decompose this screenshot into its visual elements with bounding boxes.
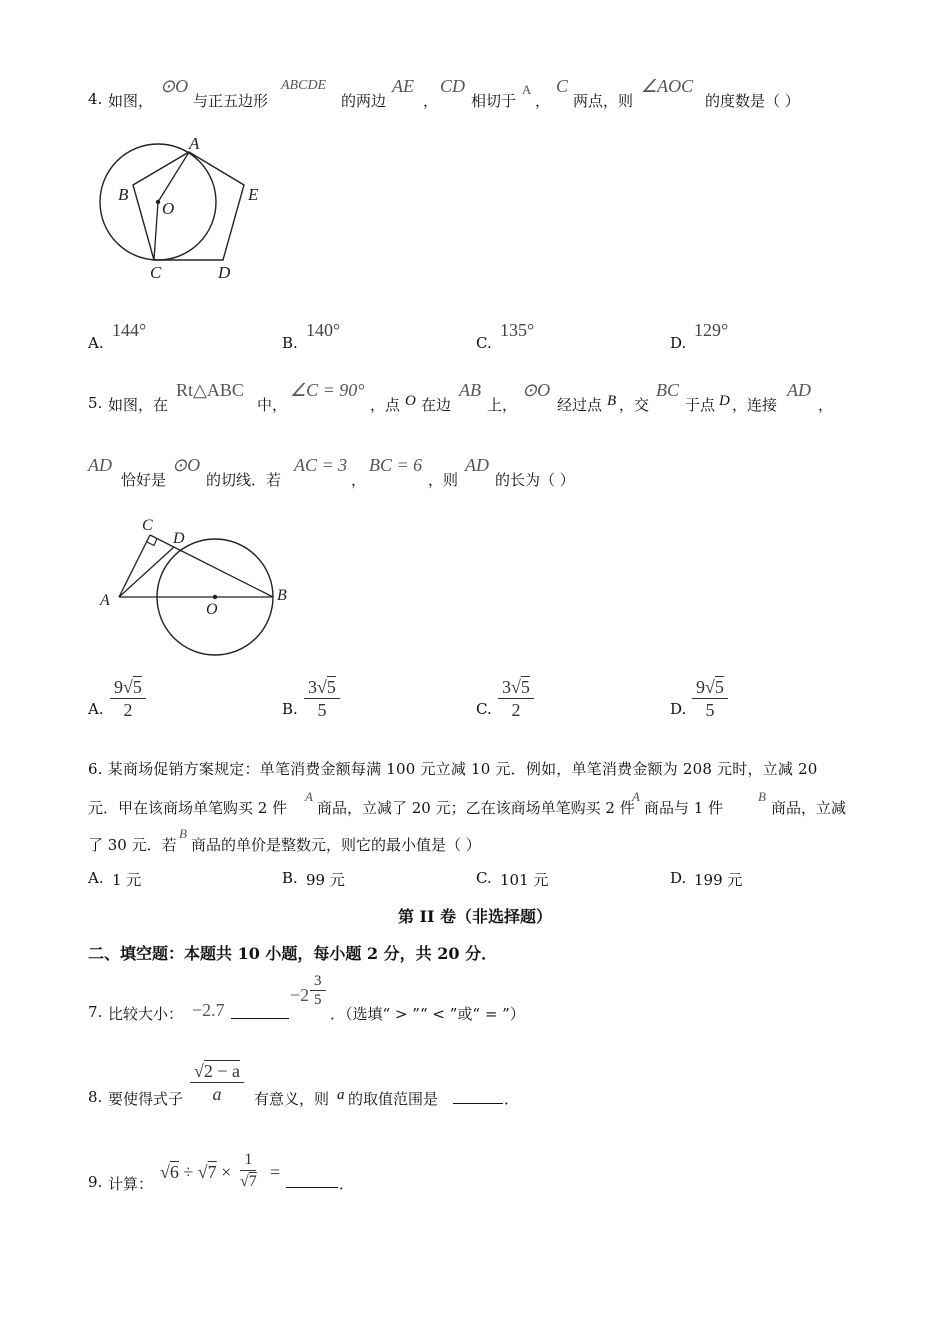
q4-text-4: 相切于 [471, 92, 517, 110]
q7-value-1: −2.7 [192, 1000, 225, 1020]
q5-text-10: ， [818, 396, 834, 414]
q4-label-o: O [162, 199, 175, 218]
q9-fraction: $\frac{1}{√7}$ [240, 1151, 257, 1190]
q8-text-2: 有意义，则 [254, 1090, 330, 1108]
q6-option-a-value: 1 元 [112, 871, 142, 889]
q6-l3-text-b: 商品的单价是整数元，则它的最小值是（ ） [191, 836, 481, 854]
q8-denominator: a [212, 1084, 222, 1104]
q5-segment-ad [119, 547, 174, 597]
q5-option-b-denominator: 5 [317, 700, 327, 720]
q4-segment-oc [154, 202, 158, 260]
q7-text-2: ．（选填“ > ”“ < ”或“ = ”） [330, 1005, 525, 1023]
q4-segment-oa [158, 152, 189, 202]
q8-text-4: ． [504, 1090, 520, 1108]
q9-numerator: 1 [240, 1150, 256, 1171]
q6-l2-text-d: 商品，立减 [771, 799, 847, 817]
q5-option-c-letter[interactable]: C. [476, 700, 492, 718]
q5-option-a-radicand: 5 [132, 677, 142, 697]
q5-text-2: 中， [257, 396, 288, 414]
q5-point-d: D [719, 393, 730, 409]
q8-radicand: 2 − a [203, 1061, 241, 1081]
q4-point-c: C [556, 76, 569, 96]
q5-triangle: Rt△ABC [176, 380, 244, 400]
q4-option-b-value: 140° [306, 320, 341, 340]
q7-text-1: 比较大小： [108, 1005, 184, 1023]
q8-text-1: 要使得式子 [108, 1090, 184, 1108]
q6-l2-text-a: 元．甲在该商场单笔购买 2 件 [88, 799, 288, 817]
q5-option-b-fraction: $\frac{3√5}{5}$ [304, 676, 340, 721]
q4-number: 4. [88, 90, 103, 108]
q4-circle-o: ⊙O [160, 76, 189, 96]
q4-label-c: C [150, 263, 162, 282]
q6-line-1: 6. 某商场促销方案规定：单笔消费金额每满 100 元立减 10 元．例如，单笔消费金额为 208 元时，立减 20 [88, 760, 818, 778]
q5-point-b: B [607, 393, 617, 409]
q5-text-9: ，连接 [732, 396, 778, 414]
q4-option-a-value: 144° [112, 320, 147, 340]
q4-text-1: 如图， [108, 92, 154, 110]
q5-option-b-radicand: 5 [326, 677, 336, 697]
q5-option-b-letter[interactable]: B. [282, 700, 298, 718]
q9-expression-start: √6 ÷ √7 × [160, 1162, 232, 1182]
q5-option-d-coef: 9 [696, 677, 705, 697]
q5-label-a: A [100, 592, 110, 609]
q8-answer-blank[interactable] [453, 1087, 503, 1104]
q4-point-a: A [522, 82, 532, 97]
q5-segment-ad: AD [787, 380, 811, 400]
q8-variable: a [337, 1087, 345, 1103]
q4-label-a: A [189, 134, 200, 153]
q9-number: 9. [88, 1173, 103, 1191]
q6-l2-item-a-1: A [305, 789, 313, 804]
q4-comma-1: ， [423, 92, 439, 110]
q5-option-d-denominator: 5 [705, 700, 715, 720]
q6-l2-text-b: 商品，立减了 20 元；乙在该商场单笔购买 2 件 [317, 799, 635, 817]
q5-figure [90, 510, 300, 660]
q4-center-dot [156, 200, 160, 204]
q5-option-a-coef: 9 [114, 677, 123, 697]
q9-divide-sign: ÷ [183, 1162, 194, 1182]
q7-whole-part: −2 [290, 985, 310, 1005]
q5-text-8: 于点 [685, 396, 716, 414]
q4-option-c-letter[interactable]: C. [476, 334, 492, 352]
q8-text-3: 的取值范围是 [348, 1090, 439, 1108]
q5-option-d-letter[interactable]: D. [670, 700, 687, 718]
q9-denominator-radicand: 7 [248, 1173, 257, 1190]
q5-l2-bc: BC = 6 [369, 455, 423, 475]
q6-option-d-letter[interactable]: D. [670, 869, 687, 887]
q6-option-d-value: 199 元 [694, 871, 743, 889]
q5-label-c: C [142, 517, 153, 534]
q4-option-d-letter[interactable]: D. [670, 334, 687, 352]
q5-option-c-radicand: 5 [520, 677, 530, 697]
q6-option-b-letter[interactable]: B. [282, 869, 298, 887]
q5-l2-ad: AD [88, 455, 112, 475]
q9-text-1: 计算： [108, 1175, 154, 1193]
q4-pentagon [133, 152, 244, 260]
q5-center-dot [213, 595, 217, 599]
q5-text-6: 经过点 [557, 396, 603, 414]
q5-label-b: B [277, 587, 287, 604]
q6-option-c-letter[interactable]: C. [476, 869, 492, 887]
q5-l2-ac: AC = 3 [294, 455, 348, 475]
q5-text-3: ，点 [370, 396, 401, 414]
q9-answer-blank[interactable] [286, 1171, 338, 1188]
q7-mixed-fraction [310, 972, 326, 1009]
q5-label-d: D [173, 530, 185, 547]
section-title: 第 II 卷（非选择题） [397, 907, 553, 926]
q5-l2-text-4: 的长为（ ） [495, 471, 575, 489]
q4-text-6: 的度数是（ ） [705, 92, 800, 110]
q8-number: 8. [88, 1088, 103, 1106]
q7-denominator: 5 [314, 992, 322, 1008]
q9-times-sign: × [221, 1162, 232, 1182]
q4-angle-aoc: ∠AOC [641, 76, 694, 96]
q5-option-c-denominator: 2 [511, 700, 521, 720]
q6-l3-item-b: B [179, 826, 187, 841]
q5-option-d-fraction: $\frac{9√5}{5}$ [692, 676, 728, 721]
q5-option-b-coef: 3 [308, 677, 317, 697]
q4-comma-2: ， [535, 92, 551, 110]
q4-text-3: 的两边 [341, 92, 387, 110]
q5-circle-o: ⊙O [522, 380, 551, 400]
q5-right-angle-mark [147, 539, 157, 546]
q5-label-o: O [206, 601, 218, 618]
q5-l2-text-1: 恰好是 [121, 471, 167, 489]
q5-number: 5. [88, 394, 103, 412]
q5-option-a-denominator: 2 [123, 700, 133, 720]
q7-answer-blank[interactable] [231, 1002, 289, 1019]
q5-side-ab: AB [459, 380, 481, 400]
q5-option-d-radicand: 5 [714, 677, 724, 697]
q9-text-2: ． [339, 1175, 355, 1193]
q5-l2-text-3: ，则 [428, 471, 459, 489]
q4-option-c-value: 135° [500, 320, 535, 340]
q4-label-d: D [218, 263, 231, 282]
q4-option-b-letter[interactable]: B. [282, 334, 298, 352]
q6-option-b-value: 99 元 [306, 871, 345, 889]
q4-text-5: 两点，则 [573, 92, 634, 110]
q5-l2-comma: ， [351, 471, 367, 489]
q8-fraction: $\frac{√2 - a}{a}$ [190, 1060, 244, 1105]
q4-option-a-letter[interactable]: A. [88, 334, 104, 352]
q6-l2-item-a-2: A [632, 789, 640, 804]
q9-equals-sign: = [270, 1162, 281, 1182]
q5-side-bc: BC [656, 380, 680, 400]
q6-option-c-value: 101 元 [500, 871, 549, 889]
q7-numerator: 3 [310, 972, 326, 991]
q5-text-1: 如图，在 [108, 396, 169, 414]
q4-side-cd: CD [440, 76, 466, 96]
q4-option-d-value: 129° [694, 320, 729, 340]
q6-option-a-letter[interactable]: A. [88, 869, 104, 887]
q5-text-5: 上， [487, 396, 518, 414]
q5-l2-ad-2: AD [465, 455, 489, 475]
q5-text-4: 在边 [421, 396, 452, 414]
q4-figure [90, 130, 280, 290]
q6-l3-text-a: 了 30 元．若 [88, 836, 177, 854]
q5-option-a-fraction: $\frac{9√5}{2}$ [110, 676, 146, 721]
q5-l2-text-2: 的切线．若 [206, 471, 282, 489]
q4-label-b: B [118, 185, 129, 204]
q4-label-e: E [248, 185, 259, 204]
q5-option-a-letter[interactable]: A. [88, 700, 104, 718]
q5-segment-cb [150, 535, 273, 597]
q5-l2-circle-o: ⊙O [172, 455, 201, 475]
q7-number: 7. [88, 1003, 103, 1021]
q6-l2-text-c: 商品与 1 件 [644, 799, 724, 817]
section-heading: 二、填空题：本题共 10 小题，每小题 2 分，共 20 分． [88, 944, 498, 963]
q4-side-ae: AE [392, 76, 414, 96]
q6-l2-item-b: B [758, 789, 766, 804]
q9-radicand-1: 6 [169, 1162, 179, 1182]
q4-text-2: 与正五边形 [193, 92, 269, 110]
q5-text-7: ，交 [619, 396, 650, 414]
q5-option-c-coef: 3 [502, 677, 511, 697]
q5-angle-c: ∠C = 90° [290, 380, 365, 400]
q5-segment-ac [119, 535, 150, 597]
q5-option-c-fraction: $\frac{3√5}{2}$ [498, 676, 534, 721]
q9-radicand-2: 7 [207, 1162, 217, 1182]
q4-pentagon-name: ABCDE [281, 78, 327, 93]
q5-point-o: O [405, 393, 416, 409]
